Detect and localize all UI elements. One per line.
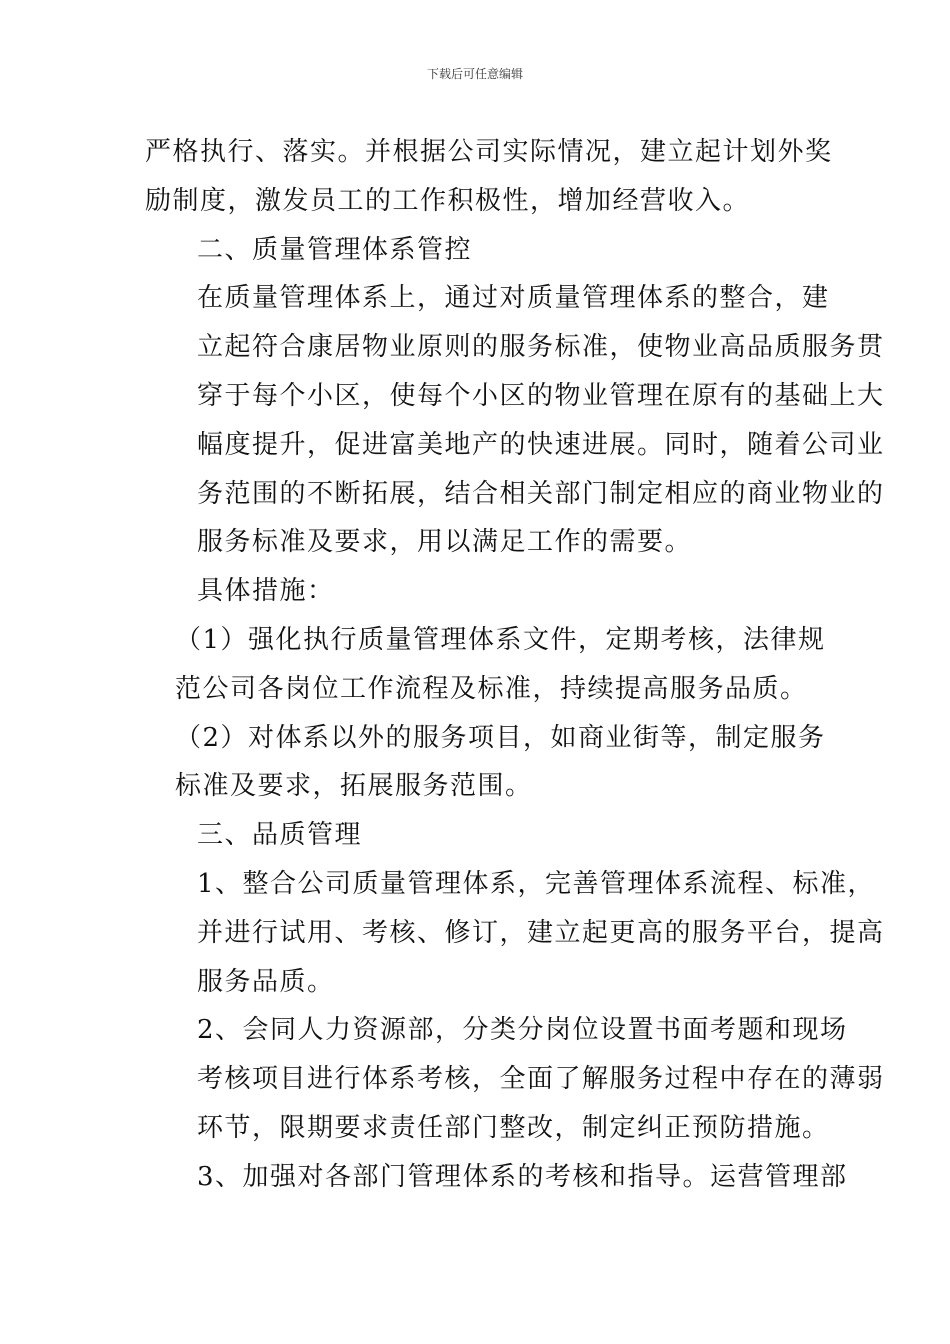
heading-text: 二、质量管理体系管控 xyxy=(197,234,473,265)
section-heading-quality-management xyxy=(145,811,810,860)
list-item-measure-2 xyxy=(145,714,826,812)
heading-text: 具体措施： xyxy=(197,576,335,607)
text-line: 严格执行、落实。并根据公司实际情况，建立起计划外奖 xyxy=(145,137,833,167)
document-body xyxy=(145,128,885,1202)
list-item-quality-2 xyxy=(145,1006,885,1152)
section-heading-quality-system xyxy=(145,226,810,275)
text-line: （1）强化执行质量管理体系文件，定期考核，法律规 xyxy=(175,624,826,655)
text-line: 务范围的不断拓展，结合相关部门制定相应的商业物业的 xyxy=(197,478,885,509)
text-line: 3、加强对各部门管理体系的考核和指导。运营管理部 xyxy=(197,1161,848,1192)
text-line: 标准及要求，拓展服务范围。 xyxy=(175,771,533,802)
text-line: 环节，限期要求责任部门整改，制定纠正预防措施。 xyxy=(197,1112,830,1143)
list-item-quality-3 xyxy=(145,1153,848,1202)
text-line: 考核项目进行体系考核，全面了解服务过程中存在的薄弱 xyxy=(197,1064,885,1095)
paragraph-quality-system xyxy=(145,274,885,567)
list-item-quality-1 xyxy=(145,860,885,1006)
text-line: 1、整合公司质量管理体系，完善管理体系流程、标准， xyxy=(197,868,876,899)
list-item-measure-1 xyxy=(145,616,826,714)
text-line: 2、会同人力资源部，分类分岗位设置书面考题和现场 xyxy=(197,1015,848,1046)
text-line: 范公司各岗位工作流程及标准，持续提高服务品质。 xyxy=(175,673,808,704)
text-line: 服务标准及要求，用以满足工作的需要。 xyxy=(197,527,693,558)
paragraph-incentive-continuation xyxy=(145,128,833,226)
text-line: 穿于每个小区，使每个小区的物业管理在原有的基础上大 xyxy=(197,380,885,411)
text-line: 幅度提升，促进富美地产的快速进展。同时，随着公司业 xyxy=(197,429,885,460)
page-header: 下载后可任意编辑 xyxy=(426,67,523,81)
text-line: （2）对体系以外的服务项目，如商业街等，制定服务 xyxy=(175,722,826,753)
text-line: 立起符合康居物业原则的服务标准，使物业高品质服务贯 xyxy=(197,332,885,363)
text-line: 励制度，激发员工的工作积极性，增加经营收入。 xyxy=(145,185,751,216)
heading-text: 三、品质管理 xyxy=(197,820,363,851)
text-line: 在质量管理体系上，通过对质量管理体系的整合，建 xyxy=(197,283,830,314)
subheading-measures xyxy=(145,567,810,616)
text-line: 并进行试用、考核、修订，建立起更高的服务平台，提高 xyxy=(197,917,885,948)
text-line: 服务品质。 xyxy=(197,966,335,997)
